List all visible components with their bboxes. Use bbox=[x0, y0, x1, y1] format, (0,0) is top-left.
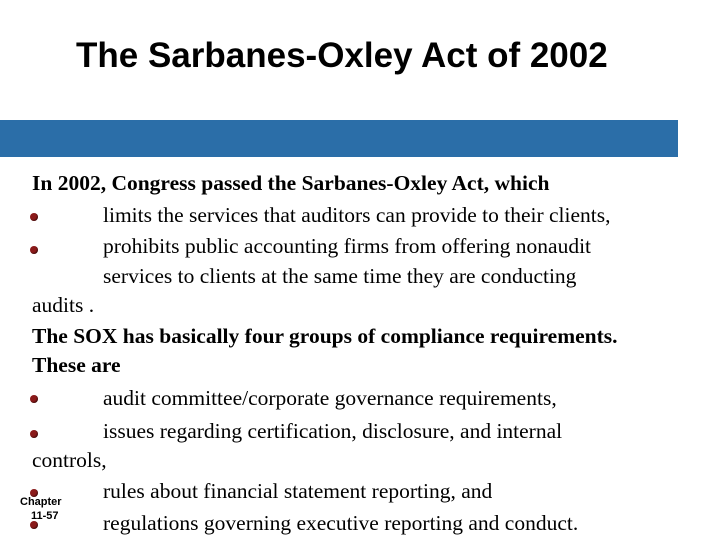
bullet-icon bbox=[30, 430, 38, 438]
bullet-icon bbox=[30, 246, 38, 254]
bullet-text: rules about financial statement reporting, and bbox=[103, 479, 493, 503]
bullet-text-continued: controls, bbox=[32, 448, 107, 472]
bullet-text: audit committee/corporate governance requirements, bbox=[103, 386, 557, 410]
bullet-icon bbox=[30, 213, 38, 221]
bullet-text: issues regarding certification, disclosure, and internal bbox=[103, 419, 563, 443]
bullet-text-continued: audits . bbox=[32, 293, 95, 317]
bullet-text-continued: services to clients at the same time they are conducting bbox=[103, 264, 577, 288]
chapter-footer bbox=[20, 495, 62, 523]
bullet-icon bbox=[30, 395, 38, 403]
summary-text: These are bbox=[32, 353, 121, 377]
chapter-label: Chapter bbox=[20, 496, 62, 508]
page-number: 11-57 bbox=[31, 510, 59, 522]
title-banner bbox=[0, 120, 678, 157]
slide-title: The Sarbanes-Oxley Act of 2002 bbox=[76, 36, 608, 75]
bullet-text: limits the services that auditors can provide to their clients, bbox=[103, 203, 611, 227]
summary-text: The SOX has basically four groups of compliance requirements. bbox=[32, 324, 618, 348]
bullet-text: regulations governing executive reporting and conduct. bbox=[103, 511, 579, 535]
intro-text: In 2002, Congress passed the Sarbanes-Oxley Act, which bbox=[32, 171, 550, 195]
bullet-text: prohibits public accounting firms from offering nonaudit bbox=[103, 234, 592, 258]
